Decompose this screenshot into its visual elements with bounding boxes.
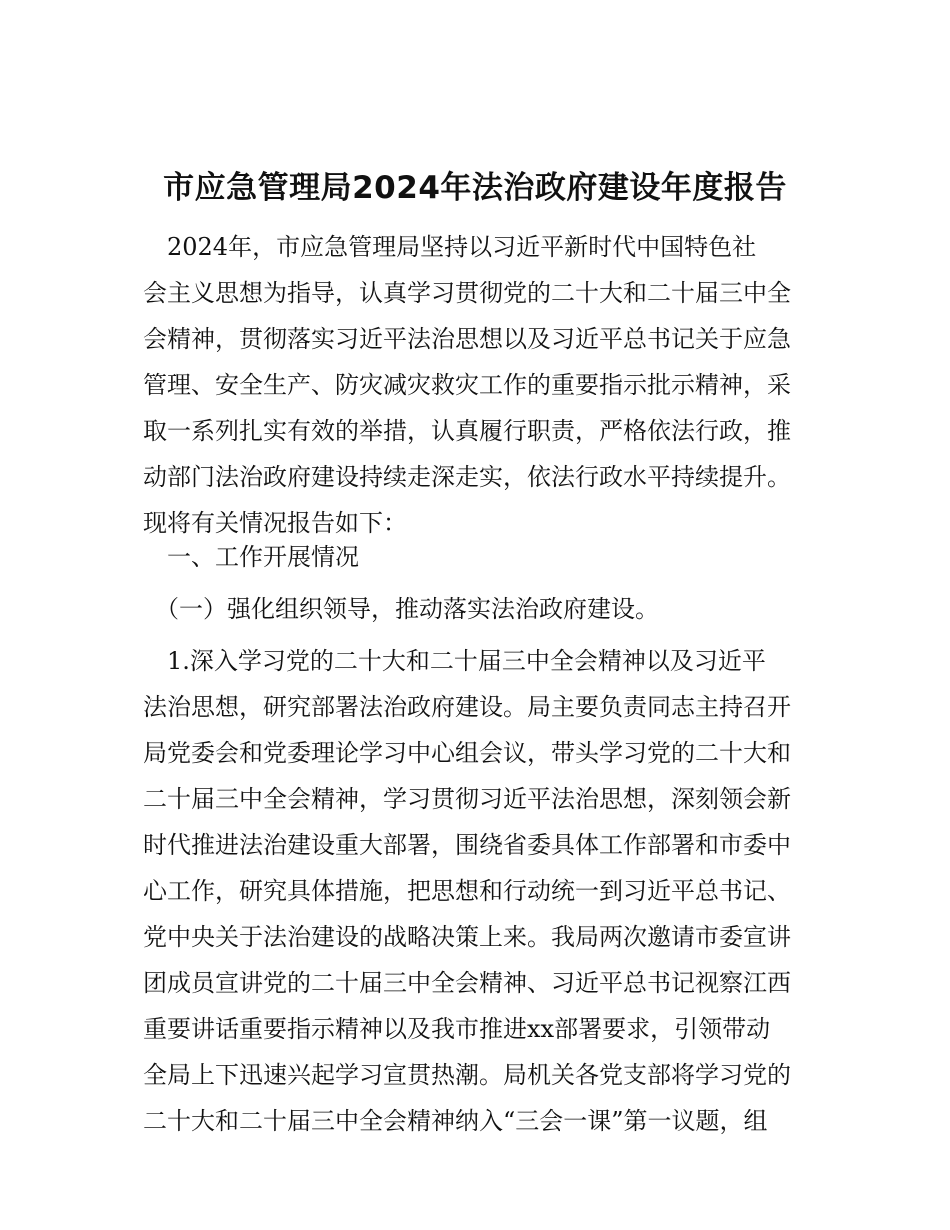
subsection-heading [143, 586, 811, 632]
paragraph-line: 党中央关于法治建设的战略决策上来。我局两次邀请市委宣讲 [143, 923, 791, 951]
paragraph-line: 现将有关情况报告如下： [143, 509, 407, 537]
section-heading-text: 一、工作开展情况 [143, 543, 359, 571]
paragraph-line: 重要讲话重要指示精神以及我市推进xx部署要求，引领带动 [143, 1015, 771, 1043]
document-title: 市应急管理局2024年法治政府建设年度报告 [163, 170, 787, 206]
paragraph-line: 局党委会和党委理论学习中心组会议，带头学习党的二十大和 [143, 739, 791, 767]
paragraph-line: 取一系列扎实有效的举措，认真履行职责，严格依法行政，推 [143, 417, 791, 445]
section-heading [143, 534, 811, 580]
paragraph-line: 法治思想，研究部署法治政府建设。局主要负责同志主持召开 [143, 693, 791, 721]
paragraph-line: 心工作，研究具体措施，把思想和行动统一到习近平总书记、 [143, 877, 791, 905]
paragraph-line: 全局上下迅速兴起学习宣贯热潮。局机关各党支部将学习党的 [143, 1061, 791, 1089]
paragraph-line: 1.深入学习党的二十大和二十届三中全会精神以及习近平 [143, 647, 766, 675]
paragraph-line: 会精神，贯彻落实习近平法治思想以及习近平总书记关于应急 [143, 325, 791, 353]
item-1-paragraph [143, 638, 811, 1144]
intro-paragraph [143, 224, 811, 546]
paragraph-line: 团成员宣讲党的二十届三中全会精神、习近平总书记视察江西 [143, 969, 791, 997]
paragraph-line: 管理、安全生产、防灾减灾救灾工作的重要指示批示精神，采 [143, 371, 791, 399]
paragraph-line: 会主义思想为指导，认真学习贯彻党的二十大和二十届三中全 [143, 279, 791, 307]
paragraph-line: 动部门法治政府建设持续走深走实，依法行政水平持续提升。 [143, 463, 791, 491]
subsection-heading-text: （一）强化组织领导，推动落实法治政府建设。 [143, 595, 659, 623]
paragraph-line: 二十大和二十届三中全会精神纳入“三会一课”第一议题，组 [143, 1107, 768, 1135]
paragraph-line: 时代推进法治建设重大部署，围绕省委具体工作部署和市委中 [143, 831, 791, 859]
paragraph-line: 二十届三中全会精神，学习贯彻习近平法治思想，深刻领会新 [143, 785, 791, 813]
paragraph-line: 2024年，市应急管理局坚持以习近平新时代中国特色社 [143, 233, 757, 261]
